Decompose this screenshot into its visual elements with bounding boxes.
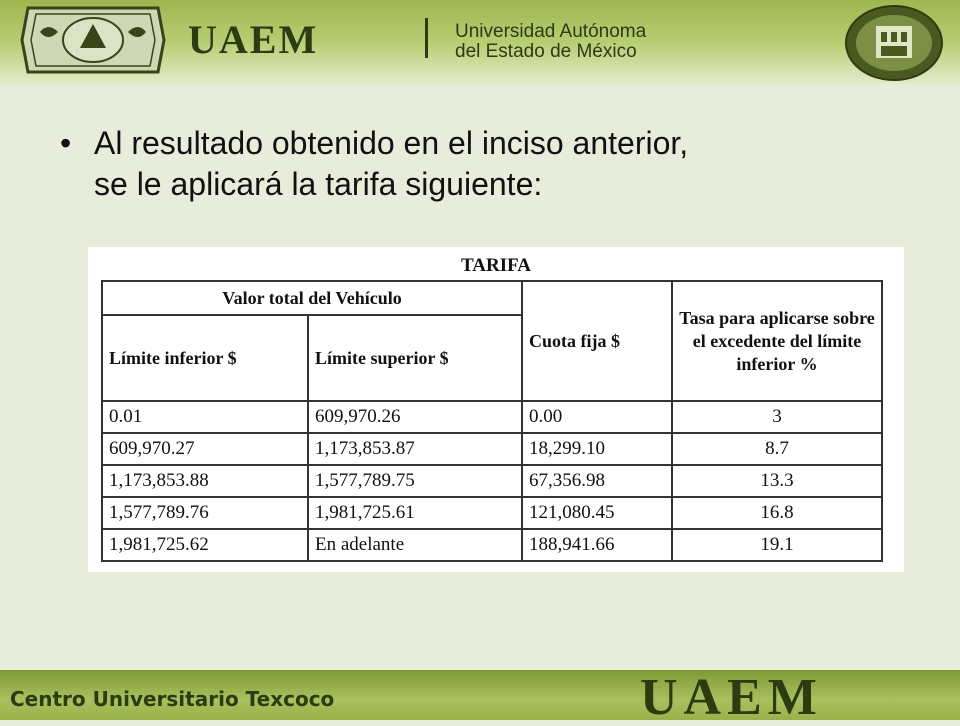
lower-limit-cell: 1,981,725.62 <box>102 529 308 561</box>
upper-limit-cell: 1,173,853.87 <box>308 433 522 465</box>
uaem-logo-text: UAEM <box>188 17 319 62</box>
fixed-fee-header: Cuota fija $ <box>522 281 672 401</box>
table-row <box>102 497 882 529</box>
rate-cell: 16.8 <box>672 497 882 529</box>
rate-cell: 8.7 <box>672 433 882 465</box>
university-name <box>455 22 646 62</box>
upper-limit-cell: 609,970.26 <box>308 401 522 433</box>
rate-header: Tasa para aplicarse sobre el excedente del límite inferior % <box>672 281 882 401</box>
table-row <box>102 401 882 433</box>
vehicle-value-header: Valor total del Vehículo <box>102 281 522 315</box>
table-row <box>102 529 882 561</box>
table-row <box>102 433 882 465</box>
bullet-text <box>94 123 914 205</box>
upper-limit-cell: 1,981,725.61 <box>308 497 522 529</box>
lower-limit-cell: 0.01 <box>102 401 308 433</box>
center-name: Centro Universitario Texcoco <box>10 687 335 711</box>
rate-cell: 3 <box>672 401 882 433</box>
tariff-table <box>101 280 883 562</box>
footer-uaem-logo: UAEM <box>640 669 823 726</box>
table-header-row <box>102 281 882 315</box>
bullet-icon: • <box>60 125 72 161</box>
header-banner <box>0 0 960 84</box>
lower-limit-cell: 609,970.27 <box>102 433 308 465</box>
bullet-line2: se le aplicará la tarifa siguiente: <box>94 166 543 202</box>
lower-limit-cell: 1,577,789.76 <box>102 497 308 529</box>
fixed-fee-cell: 121,080.45 <box>522 497 672 529</box>
upper-limit-cell: En adelante <box>308 529 522 561</box>
fixed-fee-cell: 0.00 <box>522 401 672 433</box>
fixed-fee-cell: 67,356.98 <box>522 465 672 497</box>
rate-cell: 13.3 <box>672 465 882 497</box>
footer-bar <box>0 669 960 726</box>
tariff-table-image <box>88 247 904 572</box>
header-divider <box>425 18 428 58</box>
table-row <box>102 465 882 497</box>
fixed-fee-cell: 18,299.10 <box>522 433 672 465</box>
anniversary-seal-logo <box>843 4 945 82</box>
bullet-line1: Al resultado obtenido en el inciso anterior, <box>94 125 689 161</box>
fixed-fee-cell: 188,941.66 <box>522 529 672 561</box>
upper-limit-cell: 1,577,789.75 <box>308 465 522 497</box>
university-name-line1: Universidad Autónoma <box>455 21 647 42</box>
rate-cell: 19.1 <box>672 529 882 561</box>
university-name-line2: del Estado de México <box>455 41 637 62</box>
tariff-title: TARIFA <box>460 255 532 276</box>
university-seal-logo <box>18 2 168 78</box>
upper-limit-header: Límite superior $ <box>308 315 522 401</box>
lower-limit-cell: 1,173,853.88 <box>102 465 308 497</box>
lower-limit-header: Límite inferior $ <box>102 315 308 401</box>
